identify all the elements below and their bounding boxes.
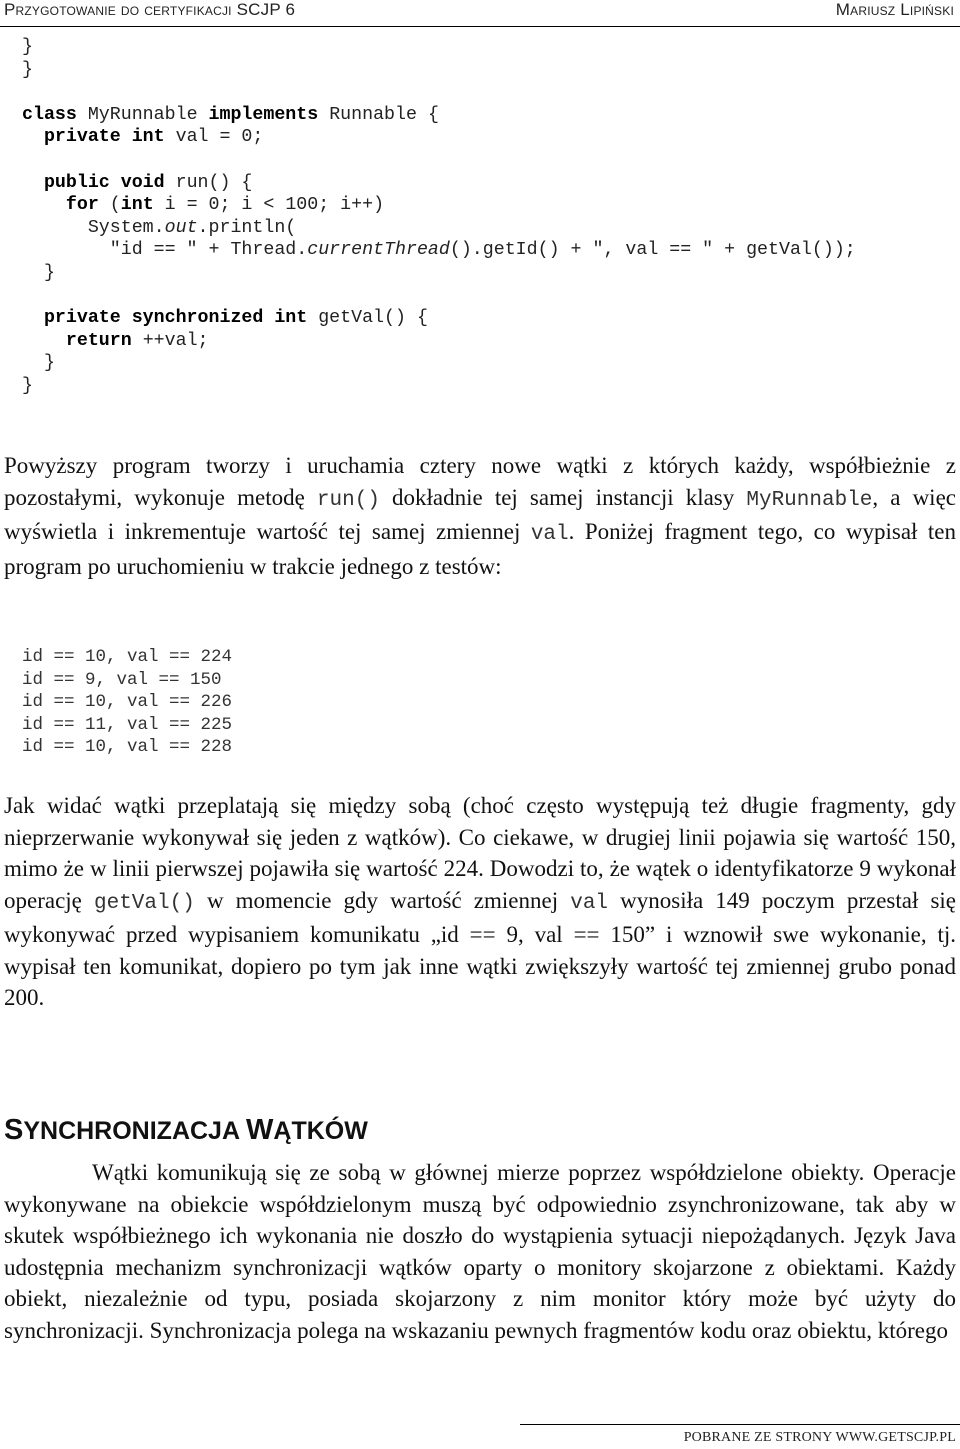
output-line: id == 9, val == 150 bbox=[22, 669, 222, 690]
header-author: Mariusz Lipiński bbox=[835, 0, 954, 19]
paragraph-description: Powyższy program tworzy i uruchamia cztery nowe wątki z których każdy, współbieżnie z pozostałymi, wykonuje metodę run() dokładnie tej samej instancji klasy MyRunnable, a więc wyświetla i inkrementuje wartość tej samej zmiennej val. Poniżej fragment tego, co wypisał ten program po uruchomieniu w trakcie jednego z testów: bbox=[4, 453, 956, 579]
paragraph-synchronization: Wątki komunikują się ze sobą w głównej mierze poprzez współdzielone obiekty. Operacje wykonywane na obiekcie współdzielonym muszą być odpowiednio zsynchronizowane, tak aby w skutek współbieżnego ich wykonania nie doszło do wystąpienia sytuacji niepożądanych. Język Java udostępnia mechanizm synchronizacji wątków oparty o monitory skojarzone z obiektami. Każdy obiekt, niezależnie od typu, posiada skojarzony z nim monitor który może być użyty do synchronizacji. Synchronizacja polega na wskazaniu pewnych fragmentów kodu oraz obiektu, którego bbox=[4, 1160, 956, 1343]
output-line: id == 10, val == 224 bbox=[22, 647, 233, 667]
code-line: } bbox=[22, 59, 33, 80]
output-line: id == 11, val == 225 bbox=[22, 714, 233, 735]
paragraph-analysis: Jak widać wątki przeplatają się między sobą (choć często występują też długie fragmenty, gdy nieprzerwanie wykonywał się jeden z wątków). Co ciekawe, w drugiej linii pojawia się wartość 150, mimo że w linii pierwszej pojawiła się wartość 224. Dowodzi to, że wątek o identyfikatorze 9 wykonał operację getVal() w momencie gdy wartość zmiennej val wynosiła 149 poczym przestał się wykonywać przed wypisaniem komunikatu „id == 9, val == 150” i wznowił swe wykonanie, tj. wypisał ten komunikat, dopiero po tym jak inne wątki zwiększyły wartość tej zmiennej grubo ponad 200. bbox=[4, 793, 956, 1010]
header-divider bbox=[0, 26, 960, 27]
output-line: id == 10, val == 228 bbox=[22, 737, 233, 757]
program-output bbox=[22, 646, 232, 759]
section-heading: SYNCHRONIZACJA WĄTKÓW bbox=[4, 1114, 368, 1146]
code-line: } bbox=[22, 37, 33, 57]
footer-divider bbox=[520, 1424, 960, 1425]
header-left-title: Przygotowanie do certyfikacji SCJP 6 bbox=[4, 0, 296, 19]
output-line: id == 10, val == 226 bbox=[22, 692, 233, 712]
footer-source: POBRANE ZE STRONY WWW.GETSCJP.PL bbox=[683, 1430, 956, 1445]
code-listing: } } class MyRunnable implements Runnable { private int val = 0; public void run() { for (int i = 0; i < 100; i++) System.out.println( "id == " + Thread.currentThread().getId() + ", val == " + getVal()); } private synchronized int getVal() { return ++val; } } bbox=[22, 37, 856, 396]
